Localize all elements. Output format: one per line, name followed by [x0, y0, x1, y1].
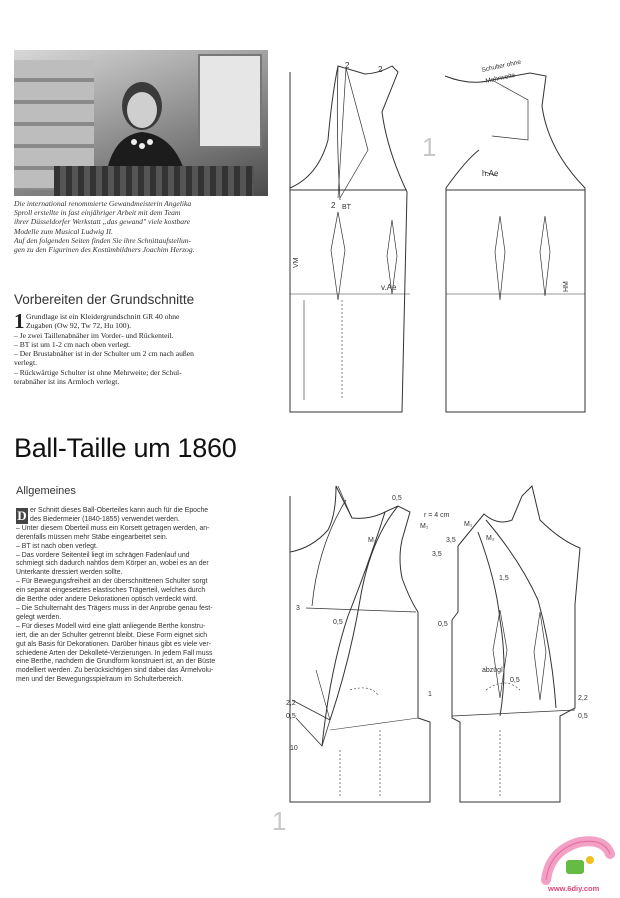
d2-figure-number: 1 [272, 806, 287, 836]
d1-label-hm: HM [563, 281, 570, 292]
ball-line: men und der Bewegungsspielraum im Schulterbereich. [16, 676, 184, 684]
prep-line: – Der Brustabnäher ist in der Schulter um 2 cm nach außen [14, 349, 194, 359]
ball-line: – Das vordere Seitenteil liegt im schrägen Fadenlauf und [16, 551, 190, 559]
d2-label-m2b: M₂ [486, 535, 495, 542]
prep-line: – Rückwärtige Schulter ist ohne Mehrweite; der Schul- [14, 367, 182, 377]
d2-label-05e: 0,5 [286, 713, 296, 720]
d1-label-mehrweite: Mehrweite [484, 71, 516, 85]
ball-line: iert, die an der Schulter getrennt bleibt. Diese Form eignet sich [16, 631, 208, 639]
ball-line: gelegt werden. [16, 613, 62, 621]
caption-line: Modelle zum Musical Ludwig II. [14, 226, 113, 236]
ball-line: gut als Basis für Dekorationen. Darüber hinaus gibt es viele ver- [16, 640, 211, 648]
d1-label-schulter: Schulter ohne [480, 58, 522, 74]
ball-line: Unterkante dressiert werden sollte. [16, 569, 123, 577]
drop-cap: D [17, 508, 27, 523]
ball-line: – Für dieses Modell wird eine glatt anliegende Berthe konstru- [16, 622, 206, 630]
ball-line: modelliert werden. Zu berücksichtigen sind dabei das Ärmelvolu- [16, 667, 214, 675]
caption-line: Auf den folgenden Seiten finden Sie ihre Schnittaufstellun- [14, 235, 192, 245]
d2-label-m2a: M₂ [368, 537, 377, 544]
d2-label-05c: 0,5 [438, 621, 448, 628]
prep-step-number: 1 [14, 309, 25, 333]
d1-label-2b: 2 [378, 65, 383, 74]
d2-label-05f: 0,5 [578, 713, 588, 720]
ball-line: schiedene Arten der Dekolleté-Verzierungen. In jedem Fall muss [16, 649, 213, 657]
ball-line: schmiegt sich dadurch nahtlos dem Körper an, wobei es an der [16, 560, 209, 568]
ball-line: die Berthe oder andere Dekorationen optisch verdeckt wird. [16, 596, 198, 604]
d2-label-22a: 2,2 [286, 700, 296, 707]
d1-label-bt: BT [342, 204, 351, 211]
diagram2-front-piece [290, 486, 430, 802]
caption-line: Sproll erstellte in fast einjähriger Arbeit mit dem Team [14, 208, 181, 218]
d1-label-ha: h.Ae [482, 169, 499, 178]
d2-label-r4cm: r = 4 cm [424, 512, 450, 519]
caption-line: Die international renommierte Gewandmeisterin Angelika [14, 199, 192, 208]
diagram1-back-piece [445, 73, 585, 412]
section-title: Ball-Taille um 1860 [14, 433, 237, 463]
prep-line: – Je zwei Taillenabnäher im Vorder- und Rückenteil. [14, 330, 174, 340]
caption-line: gen zu den Figurinen des Kostümbildners Joachim Herzog. [14, 245, 195, 255]
logo-url: www.6diy.com [548, 884, 600, 893]
prep-line: Zugaben (Ow 92, Tw 72, Hu 100). [26, 321, 131, 331]
ball-line: er Schnitt dieses Ball-Oberteiles kann auch für die Epoche [30, 507, 209, 514]
ball-line: – Unter diesem Oberteil muss ein Korsett getragen werden, an- [16, 524, 210, 532]
d1-label-2c: 2 [331, 201, 336, 210]
d2-label-05a: 0,5 [392, 495, 402, 502]
ball-line: – BT ist nach oben verlegt. [16, 542, 98, 550]
prep-heading: Vorbereiten der Grundschnitte [14, 292, 195, 307]
diagram2-back-piece [452, 486, 580, 802]
d2-label-1: 1 [428, 691, 432, 698]
d2-label-35a: 3,5 [446, 537, 456, 544]
ball-line: ein separat eingesetztes elastisches Trägerteil, welches durch [16, 587, 206, 595]
ball-line: derenfalls müssen mehr Stäbe eingearbeitet sein. [16, 533, 168, 541]
diagram1-front-piece [290, 66, 410, 412]
d2-label-35b: 3,5 [432, 551, 442, 558]
d2-label-05b: 0,5 [333, 619, 343, 626]
d2-label-m1b: M₁ [464, 521, 473, 528]
d2-label-05d: 0,5 [510, 677, 520, 684]
ball-line: – Die Schulternaht des Trägers muss in der Anprobe genau fest- [16, 604, 213, 612]
section-subheading: Allgemeines [16, 485, 76, 497]
d1-label-vm: VM [293, 257, 300, 268]
prep-line: terabnäher ist ins Armloch verlegt. [14, 377, 120, 387]
d1-figure-number: 1 [422, 132, 437, 162]
diagram1-labels [293, 59, 570, 292]
d2-label-3: 3 [296, 605, 300, 612]
ball-line: eine Berthe, nachdem die Grundform konstruiert ist, an der Büste [16, 658, 216, 666]
d2-label-22b: 2,2 [578, 695, 588, 702]
d2-label-10: 10 [290, 745, 298, 752]
ball-line: des Biedermeier (1840-1855) verwendet werden. [30, 515, 180, 523]
d1-label-va: v.Ae [381, 283, 397, 292]
caption-line: ihrer Düsseldorfer Werkstatt „das gewand" viele kostbare [14, 217, 191, 227]
d2-label-m1a: M₁ [420, 523, 429, 530]
d2-label-abzugl: abzügl. [482, 667, 505, 674]
d2-label-15: 1,5 [499, 575, 509, 582]
ball-line: – Für Bewegungsfreiheit an der überschnittenen Schulter sorgt [16, 578, 208, 586]
prep-line: – BT ist um 1-2 cm nach oben verlegt. [14, 339, 131, 349]
d1-label-2a: 2 [345, 61, 350, 70]
prep-line: Grundlage ist ein Kleidergrundschnitt GR 40 ohne [26, 312, 180, 321]
prep-line: verlegt. [14, 358, 37, 368]
